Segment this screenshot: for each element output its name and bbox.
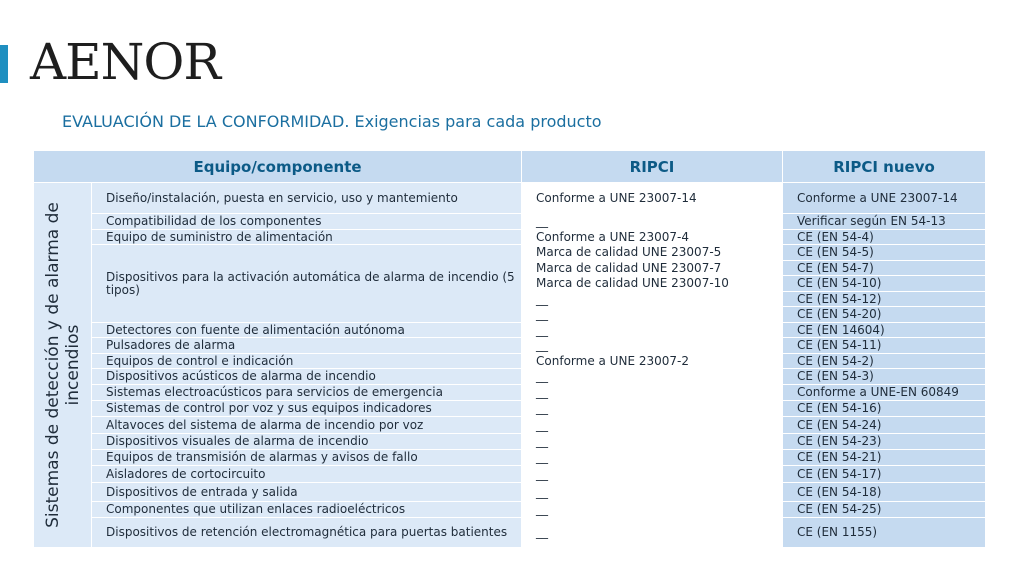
- table-row: [34, 338, 986, 354]
- cell-ripci-nuevo: CE (EN 54-21): [783, 450, 986, 466]
- cell-ripci: __: [522, 417, 783, 434]
- table-row: [34, 401, 986, 417]
- cell-equipo: Aisladores de cortocircuito: [92, 466, 522, 483]
- cell-equipo: Dispositivos de entrada y salida: [92, 483, 522, 502]
- cell-ripci-nuevo: CE (EN 54-11): [783, 338, 986, 354]
- cell-ripci: __: [522, 401, 783, 417]
- cell-equipo: Componentes que utilizan enlaces radioeléctricos: [92, 502, 522, 518]
- cell-ripci: Conforme a UNE 23007-2: [522, 354, 783, 369]
- cell-equipo: Sistemas de control por voz y sus equipos indicadores: [92, 401, 522, 417]
- table-body: [34, 183, 986, 548]
- cell-ripci: __: [522, 307, 783, 323]
- header-ripci-nuevo: RIPCI nuevo: [783, 151, 986, 183]
- cell-ripci-nuevo: CE (EN 54-24): [783, 417, 986, 434]
- table-row: [34, 518, 986, 548]
- table-row: [34, 502, 986, 518]
- cell-ripci-nuevo: CE (EN 54-12): [783, 292, 986, 307]
- cell-ripci-nuevo: CE (EN 14604): [783, 323, 986, 338]
- cell-ripci: Marca de calidad UNE 23007-10: [522, 276, 783, 292]
- accent-bar: [0, 45, 8, 83]
- cell-equipo: Dispositivos visuales de alarma de incendio: [92, 434, 522, 450]
- table-row: [34, 214, 986, 230]
- table-row: [34, 385, 986, 401]
- cell-ripci: __: [522, 518, 783, 548]
- table-row: [34, 183, 986, 214]
- header-equipo: Equipo/componente: [34, 151, 522, 183]
- aenor-logo: AENOR: [30, 33, 220, 91]
- conformity-table: [33, 150, 986, 548]
- table-row: [34, 230, 986, 245]
- cell-ripci: __: [522, 483, 783, 502]
- cell-ripci-nuevo: CE (EN 54-4): [783, 230, 986, 245]
- table-row: [34, 245, 986, 261]
- cell-ripci: __: [522, 385, 783, 401]
- cell-equipo: Equipos de transmisión de alarmas y avisos de fallo: [92, 450, 522, 466]
- cell-equipo: Compatibilidad de los componentes: [92, 214, 522, 230]
- cell-ripci-nuevo: Conforme a UNE 23007-14: [783, 183, 986, 214]
- cell-ripci: __: [522, 502, 783, 518]
- cell-ripci-nuevo: CE (EN 54-10): [783, 276, 986, 292]
- cell-equipo: Dispositivos para la activación automática de alarma de incendio (5 tipos): [92, 245, 522, 323]
- cell-equipo: Altavoces del sistema de alarma de incendio por voz: [92, 417, 522, 434]
- table-row: [34, 417, 986, 434]
- cell-ripci-nuevo: CE (EN 54-7): [783, 261, 986, 276]
- cell-equipo: Equipos de control e indicación: [92, 354, 522, 369]
- header-ripci: RIPCI: [522, 151, 783, 183]
- cell-equipo: Equipo de suministro de alimentación: [92, 230, 522, 245]
- cell-ripci-nuevo: CE (EN 54-3): [783, 369, 986, 385]
- cell-ripci-nuevo: CE (EN 54-18): [783, 483, 986, 502]
- cell-equipo: Detectores con fuente de alimentación autónoma: [92, 323, 522, 338]
- cell-ripci: __: [522, 450, 783, 466]
- cell-ripci: __: [522, 323, 783, 338]
- table-row: [34, 323, 986, 338]
- table-header-row: [34, 151, 986, 183]
- table-row: [34, 483, 986, 502]
- cell-ripci-nuevo: CE (EN 1155): [783, 518, 986, 548]
- cell-ripci: __: [522, 338, 783, 354]
- table-row: [34, 434, 986, 450]
- cell-ripci: __: [522, 466, 783, 483]
- cell-equipo: Dispositivos acústicos de alarma de incendio: [92, 369, 522, 385]
- cell-ripci-nuevo: Verificar según EN 54-13: [783, 214, 986, 230]
- cell-ripci-nuevo: CE (EN 54-2): [783, 354, 986, 369]
- cell-ripci-nuevo: CE (EN 54-17): [783, 466, 986, 483]
- table-row: [34, 369, 986, 385]
- cell-ripci-nuevo: CE (EN 54-25): [783, 502, 986, 518]
- cell-ripci: __: [522, 214, 783, 230]
- cell-equipo: Diseño/instalación, puesta en servicio, uso y mantemiento: [92, 183, 522, 214]
- table-row: [34, 466, 986, 483]
- group-label: Sistemas de detección y de alarma de incendios: [42, 202, 83, 528]
- cell-ripci-nuevo: CE (EN 54-23): [783, 434, 986, 450]
- cell-ripci: Marca de calidad UNE 23007-7: [522, 261, 783, 276]
- table-row: [34, 354, 986, 369]
- cell-equipo: Sistemas electroacústicos para servicios de emergencia: [92, 385, 522, 401]
- cell-equipo: Pulsadores de alarma: [92, 338, 522, 354]
- cell-ripci-nuevo: CE (EN 54-20): [783, 307, 986, 323]
- cell-ripci: Marca de calidad UNE 23007-5: [522, 245, 783, 261]
- page-subtitle: EVALUACIÓN DE LA CONFORMIDAD. Exigencias para cada producto: [62, 112, 602, 131]
- cell-ripci-nuevo: CE (EN 54-16): [783, 401, 986, 417]
- cell-ripci: Conforme a UNE 23007-4: [522, 230, 783, 245]
- cell-ripci: __: [522, 292, 783, 307]
- cell-ripci: Conforme a UNE 23007-14: [522, 183, 783, 214]
- group-label-cell: [34, 183, 92, 548]
- cell-ripci-nuevo: Conforme a UNE-EN 60849: [783, 385, 986, 401]
- cell-equipo: Dispositivos de retención electromagnética para puertas batientes: [92, 518, 522, 548]
- table-row: [34, 450, 986, 466]
- cell-ripci: __: [522, 369, 783, 385]
- cell-ripci: __: [522, 434, 783, 450]
- cell-ripci-nuevo: CE (EN 54-5): [783, 245, 986, 261]
